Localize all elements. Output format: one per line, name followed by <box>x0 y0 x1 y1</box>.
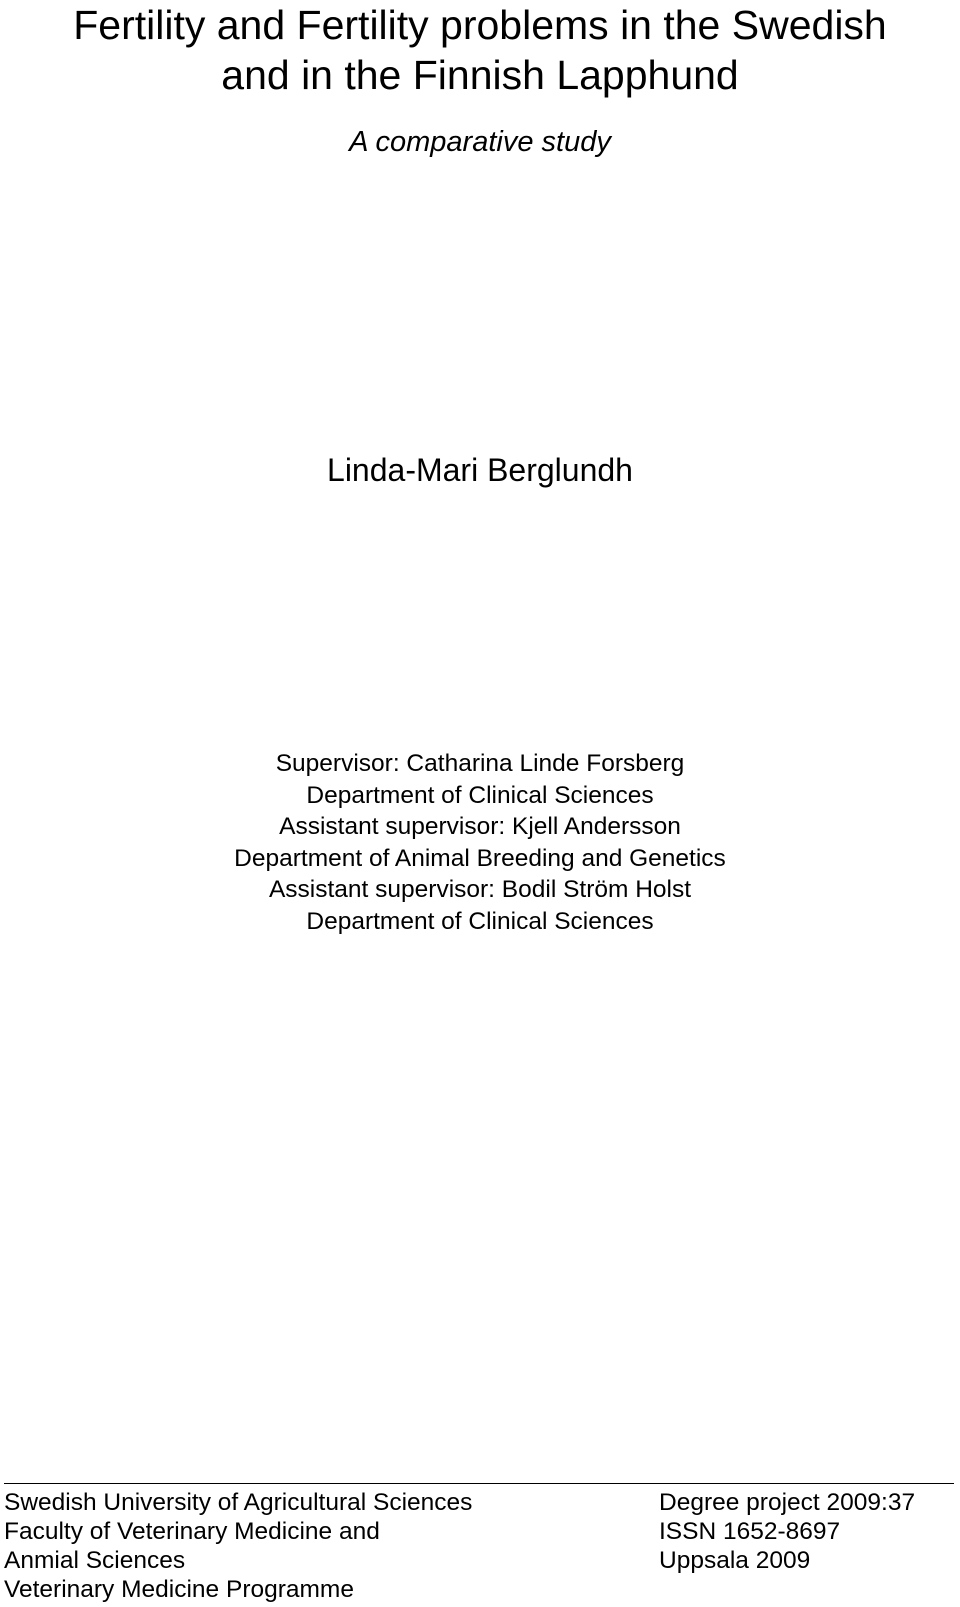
assistant-supervisor-department: Department of Animal Breeding and Genetics <box>234 844 726 872</box>
footer-divider <box>4 1483 954 1484</box>
footer-institution <box>4 1488 472 1604</box>
title-line-2: and in the Finnish Lapphund <box>221 52 739 98</box>
author-name: Linda-Mari Berglundh <box>327 452 633 488</box>
assistant-supervisor-department: Department of Clinical Sciences <box>306 907 654 935</box>
assistant-supervisor-line: Assistant supervisor: Kjell Andersson <box>279 813 681 840</box>
supervisor-line: Supervisor: Catharina Linde Forsberg <box>275 750 685 777</box>
title-line-1: Fertility and Fertility problems in the Swedish <box>73 2 887 48</box>
footer-issn: ISSN 1652-8697 <box>659 1518 841 1545</box>
supervisor-block <box>0 748 960 937</box>
footer-degree-project: Degree project 2009:37 <box>659 1489 916 1516</box>
footer-faculty: Faculty of Veterinary Medicine and <box>4 1518 380 1545</box>
document-subtitle: A comparative study <box>349 126 611 158</box>
document-title <box>0 0 960 100</box>
footer-publication-info <box>659 1488 915 1575</box>
footer-programme: Veterinary Medicine Programme <box>4 1576 354 1603</box>
footer-university: Swedish University of Agricultural Sciences <box>4 1489 473 1516</box>
footer-place-year: Uppsala 2009 <box>659 1547 811 1574</box>
footer-faculty-cont: Anmial Sciences <box>4 1547 186 1574</box>
assistant-supervisor-line: Assistant supervisor: Bodil Ström Holst <box>268 876 692 903</box>
supervisor-department: Department of Clinical Sciences <box>306 781 654 809</box>
